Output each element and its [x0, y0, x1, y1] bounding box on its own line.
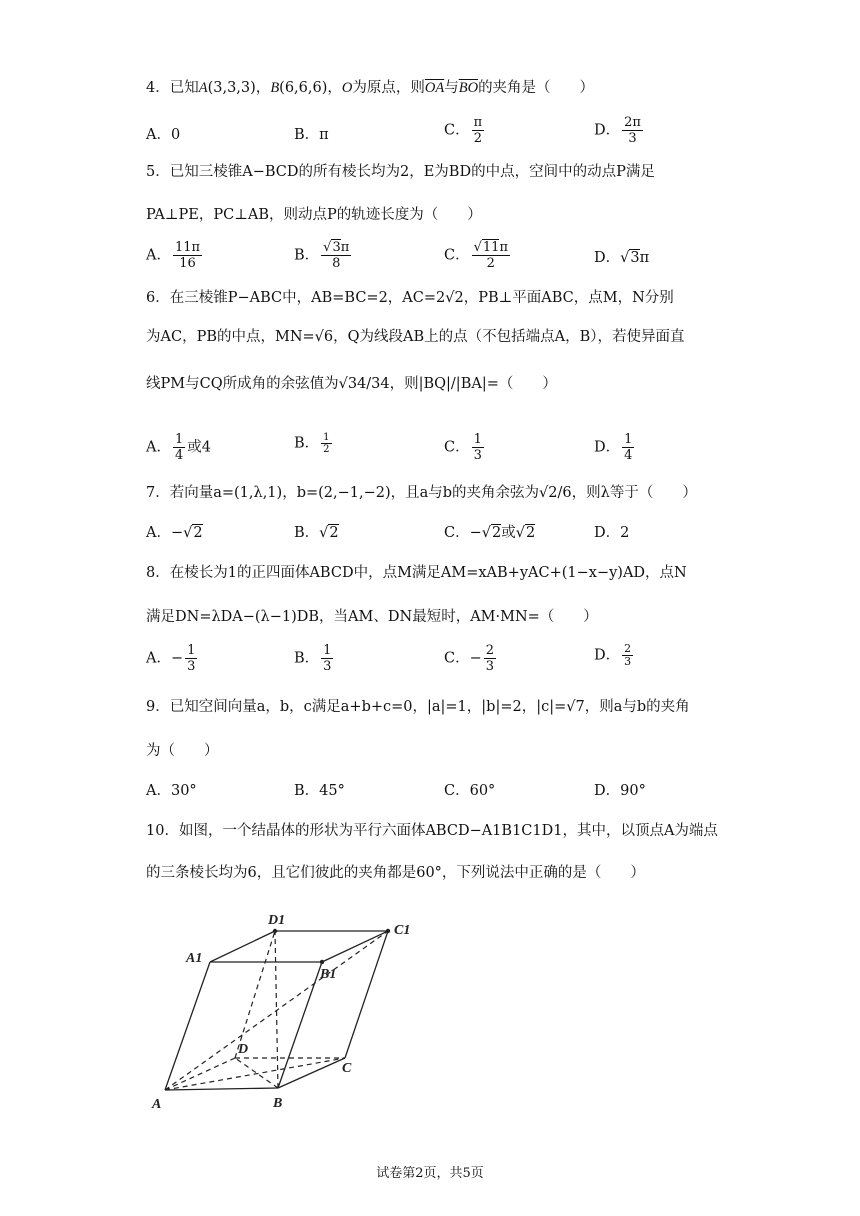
label-c1: C1 [394, 923, 411, 938]
q5-option-c: C． $\frac{√11\pi}{2}$ [444, 240, 508, 271]
question-5-stem-line2: PA⊥PE，PC⊥AB，则动点P的轨迹长度为（ ） [146, 207, 482, 223]
label-c: C [342, 1061, 352, 1076]
q7-option-d: D．2 [594, 525, 630, 541]
question-10-stem-line2: 的三条棱长均为6，且它们彼此的夹角都是60°，下列说法中正确的是（ ） [146, 865, 645, 881]
q6-option-d: D． $\frac{1}{4}$ [594, 432, 633, 463]
diag-b-d [235, 1058, 278, 1088]
question-8-stem-line1: 8．在棱长为1的正四面体ABCD中，点M满足AM=xAB+yAC+(1−x−y)AD，点N [146, 565, 687, 581]
label-d: D [238, 1042, 249, 1057]
question-6-stem-line2: 为AC，PB的中点，MN=√6，Q为线段AB上的点（不包括端点A，B），若使异面直 [146, 329, 685, 345]
question-9-stem-line1: 9．已知空间向量a，b，c满足a+b+c=0，|a|=1，|b|=2，|c|=√7，则a与b的夹角 [146, 699, 690, 715]
question-9-stem-line2: 为（ ） [146, 743, 219, 759]
question-10-stem-line1: 10．如图，一个结晶体的形状为平行六面体ABCD−A1B1C1D1，其中，以顶点A为端点 [146, 823, 718, 839]
q4-option-a: A．0 [146, 127, 181, 143]
question-4-stem: 4．已知A(3,3,3)，B(6,6,6)，O为原点，则$\overline{OA}$与$\overline{BO}$的夹角是（ ） [146, 80, 595, 96]
parallelepiped-figure [140, 900, 420, 1120]
question-7-stem: 7．若向量a=(1,λ,1)，b=(2,−1,−2)，且a与b的夹角余弦为√2/6，则λ等于（ ） [146, 485, 697, 501]
label-a1: A1 [186, 951, 203, 966]
label-d1: D1 [268, 913, 286, 928]
question-6-stem-line1: 6．在三棱锥P−ABC中，AB=BC=2，AC=2√2，PB⊥平面ABC，点M，N分别 [146, 290, 674, 306]
edge-c-c1 [345, 931, 388, 1058]
label-b1: B1 [320, 967, 337, 982]
q7-option-c: C．−√2或√2 [444, 525, 536, 541]
q7-option-a: A．−√2 [146, 525, 203, 541]
q9-option-c: C．60° [444, 783, 496, 799]
q6-option-a: A． $\frac{1}{4}$ 或4 [146, 432, 211, 463]
q4-option-c: C． $\frac{\pi}{2}$ [444, 115, 483, 146]
q8-option-c: C．− $\frac{2}{3}$ [444, 643, 495, 674]
question-8-stem-line2: 满足DN=λDA−(λ−1)DB，当AM、DN最短时，AM·MN=（ ） [146, 609, 598, 625]
edge-a1-d1 [210, 931, 275, 962]
page-footer: 试卷第2页，共5页 [376, 1166, 484, 1181]
q8-option-a: A．− $\frac{1}{3}$ [146, 643, 196, 674]
q8-option-d: D． $\frac{2}{3}$ [594, 642, 632, 668]
edge-d-d1 [235, 931, 275, 1058]
edge-a-a1 [165, 962, 210, 1090]
question-5-stem-line1: 5．已知三棱锥A−BCD的所有棱长均为2，E为BD的中点，空间中的动点P满足 [146, 164, 655, 180]
q9-option-b: B．45° [294, 783, 345, 799]
q5-option-a: A． $\frac{11\pi}{16}$ [146, 240, 201, 271]
q4-option-d: D． $\frac{2\pi}{3}$ [594, 115, 641, 146]
diag-a-c [165, 1058, 345, 1090]
label-a: A [152, 1097, 162, 1112]
edge-a-b [165, 1088, 278, 1090]
question-6-stem-line3: 线PM与CQ所成角的余弦值为√34/34，则|BQ|/|BA|=（ ） [146, 376, 557, 392]
q4-option-b: B．π [294, 127, 329, 143]
q7-option-b: B．√2 [294, 525, 339, 541]
q5-option-d: D．√3π [594, 250, 650, 266]
edge-a-d [165, 1058, 235, 1090]
q8-option-b: B． $\frac{1}{3}$ [294, 643, 332, 674]
q6-option-b: B． $\frac{1}{2}$ [294, 432, 330, 455]
edge-b1-c1 [322, 931, 388, 962]
q5-option-b: B． $\frac{√3\pi}{8}$ [294, 240, 350, 271]
q6-option-c: C． $\frac{1}{3}$ [444, 432, 482, 463]
edge-b-c [278, 1058, 345, 1088]
label-b: B [273, 1096, 283, 1111]
q9-option-a: A．30° [146, 783, 197, 799]
q9-option-d: D．90° [594, 783, 646, 799]
